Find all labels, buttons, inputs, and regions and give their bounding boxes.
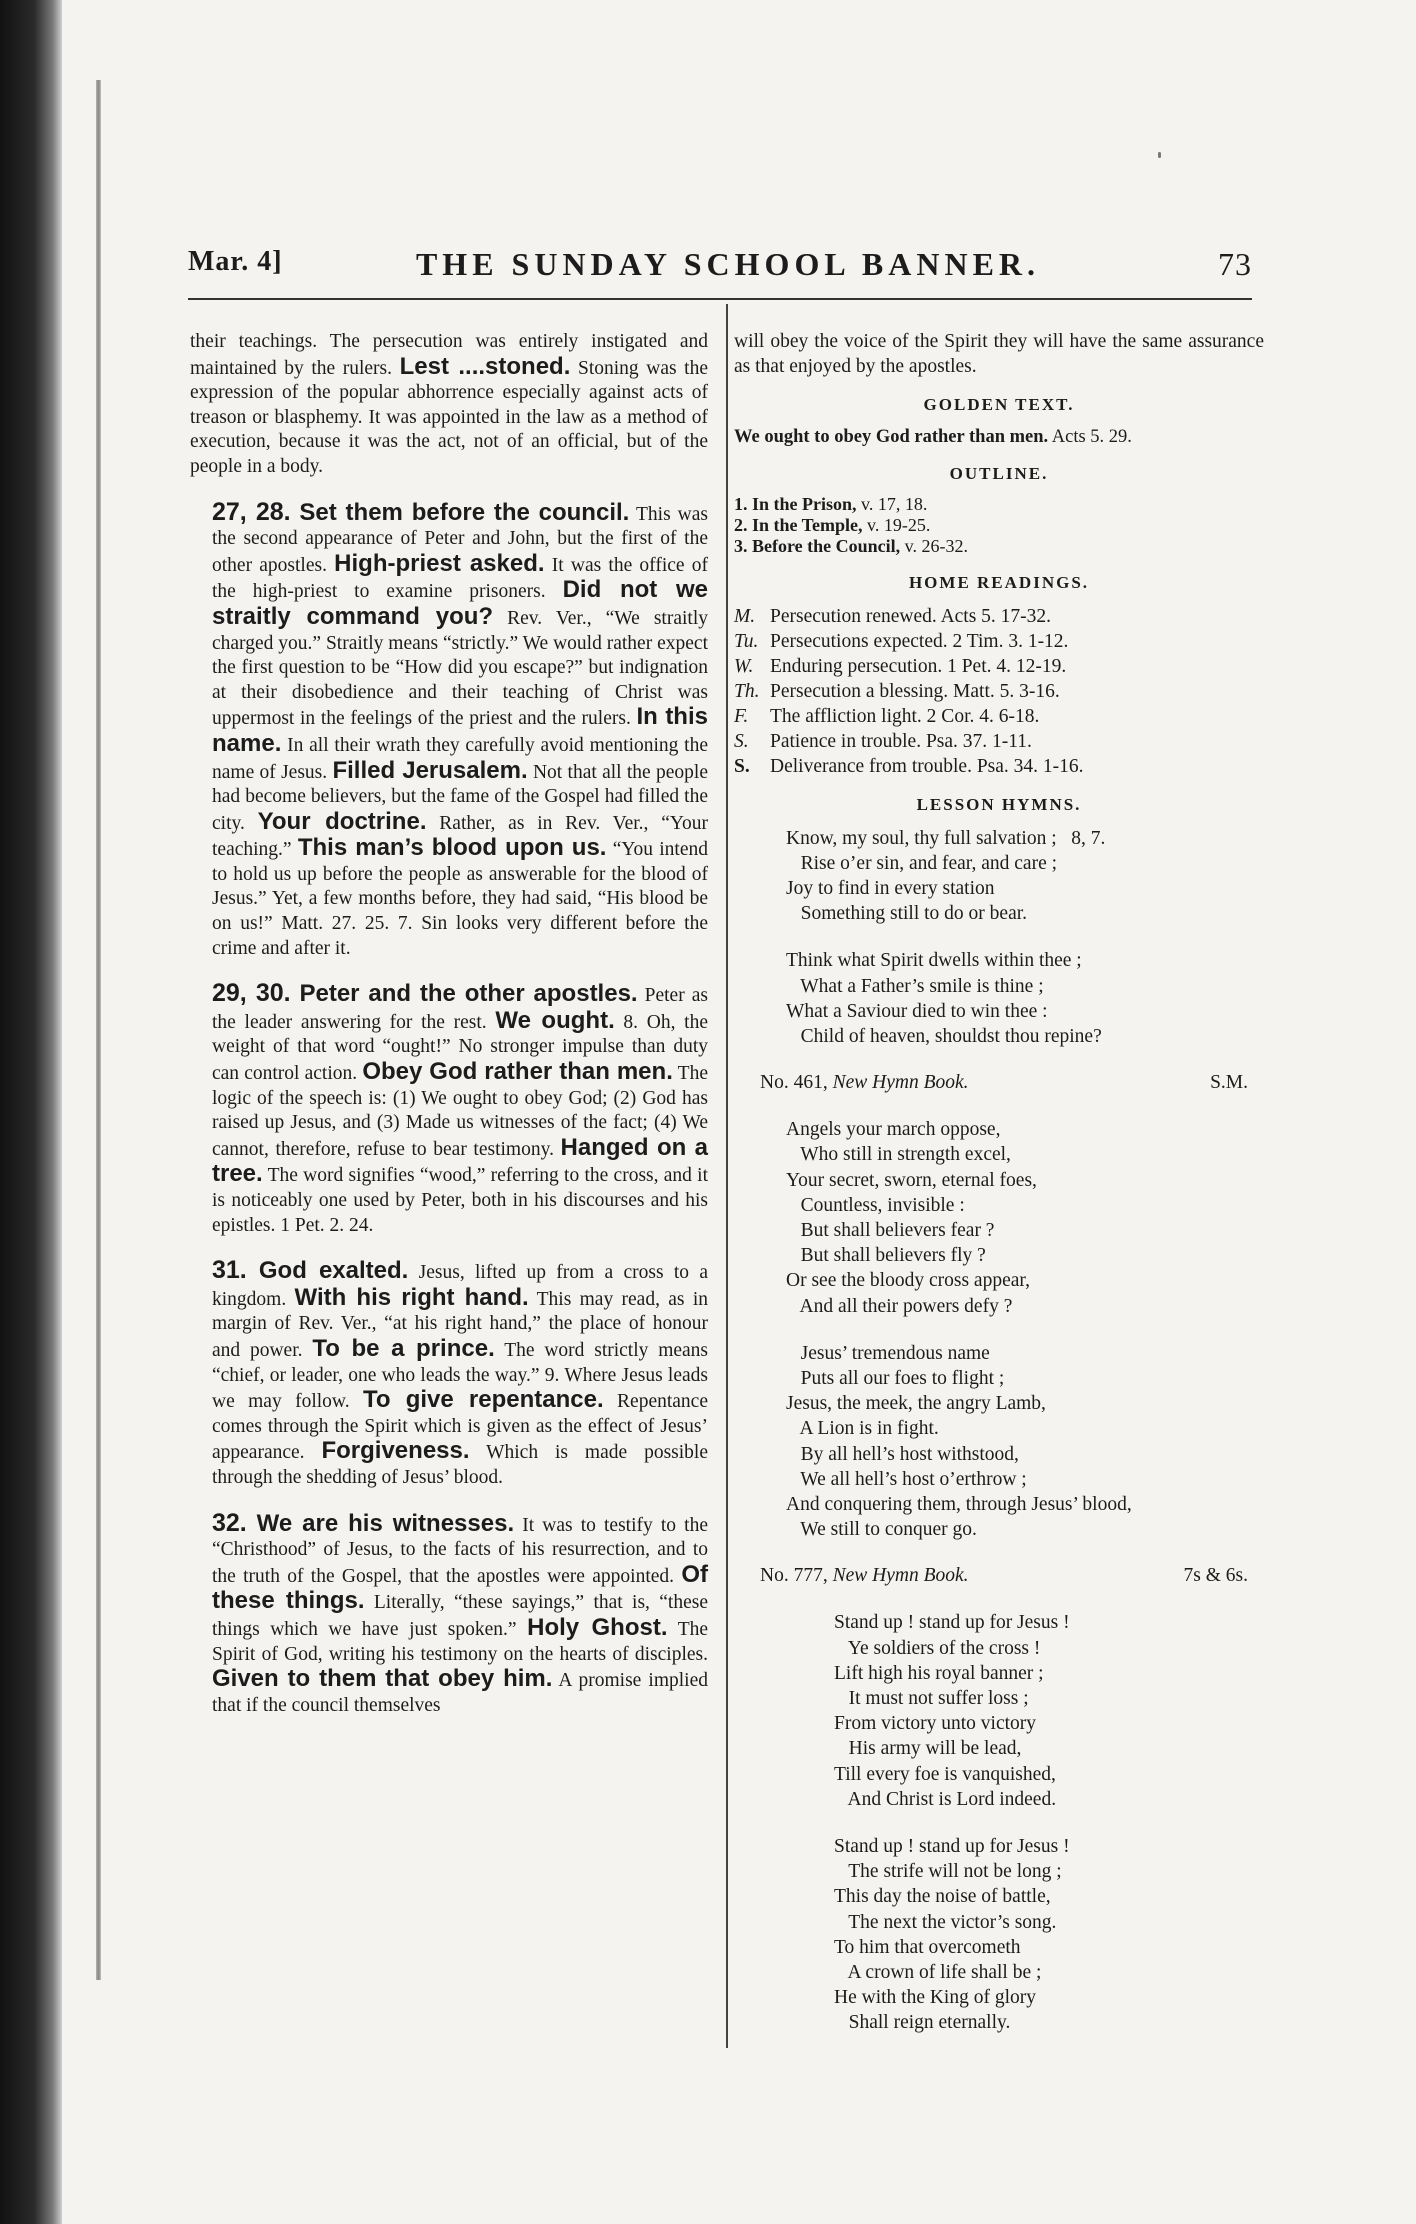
- golden-text-title: GOLDEN TEXT.: [923, 395, 1075, 415]
- commentary-heading: Hanged on a tree.: [212, 1133, 708, 1188]
- verse-number: 32.: [212, 1508, 247, 1537]
- outline-title: OUTLINE.: [949, 463, 1049, 483]
- hymn-number-461: No. 461, New Hymn Book. S.M.: [760, 1071, 1264, 1097]
- left-column: [190, 330, 708, 1738]
- golden-text: [734, 426, 1264, 448]
- gutter-line: [96, 80, 101, 1980]
- hymn-block-777: [734, 1610, 1264, 2035]
- commentary-heading: Lest ....stoned.: [399, 352, 571, 380]
- header-date: Mar. 4]: [188, 246, 283, 277]
- commentary-heading: In this name.: [212, 703, 708, 757]
- reading-item: M. Persecution renewed. Acts 5. 17-32.: [734, 605, 1052, 627]
- reading-item: Th. Persecution a blessing. Matt. 5. 3-16.: [734, 680, 1060, 702]
- commentary-paragraph-2: 27, 28. Set them before the council. This was the second appearance of Peter and John, but the first of the other apostles. High-priest asked. It was the office of the high-priest to examine prisoners. Did not we straitly command you? Rev. Ver., “We straitly charged you.” Straitly means “strictly.” We would rather expect the first question to be “How did you escape?” but indignation at their disobedience and their teaching of Christ was uppermost in the feelings of the priest and the rulers. In this name. In all their wrath they carefully avoid mentioning the name of Jesus. Filled Jerusalem. Not that all the people had become believers, but the fame of the Gospel had filled the city. Your doctrine. Rather, as in Rev. Ver., “Your teaching.” This man’s blood upon us. “You intend to hold us up before the people as answerable for the blood of Jesus.” Yet, a few months before, they had said, “His blood be on us!” Matt. 27. 25. 7. Sin looks very different before the crime and after it.: [212, 497, 709, 959]
- reading-item: Tu. Persecutions expected. 2 Tim. 3. 1-12.: [734, 630, 1069, 652]
- commentary-paragraph-4: 31. God exalted. Jesus, lifted up from a cross to a kingdom. With his right hand. This may read, as in margin of Rev. Ver., “at his right hand,” the place of honour and power. To be a prince. The word strictly means “chief, or leader, one who leads the way.” 9. Where Jesus leads we may follow. To give repentance. Repentance comes through the Spirit which is given as the effect of Jesus’ appearance. Forgiveness. Which is made possible through the shedding of Jesus’ blood.: [212, 1256, 709, 1488]
- hymn-meter: 7s & 6s.: [1183, 1565, 1248, 1587]
- verse-number: 27, 28.: [212, 497, 291, 526]
- book-binding-shadow: [0, 0, 62, 2224]
- commentary-heading: Of these things.: [212, 1560, 708, 1615]
- reading-item: W. Enduring persecution. 1 Pet. 4. 12-19.: [734, 655, 1067, 677]
- commentary-heading: Set them before the council.: [290, 498, 630, 526]
- hymn-stanza: Stand up ! stand up for Jesus ! The strife will not be long ; This day the noise of battle, The next the victor’s song. To him that overcometh A crown of life shall be ; He with the King of glory Shall reign eternally.: [834, 1836, 1070, 2034]
- outline-item: 3. Before the Council, v. 26-32.: [734, 536, 968, 557]
- commentary-heading: This man’s blood upon us.: [297, 834, 607, 862]
- verse-number: 29, 30.: [212, 979, 291, 1008]
- golden-text-verse: We ought to obey God rather than men.: [734, 426, 1049, 447]
- commentary-heading: With his right hand.: [294, 1283, 529, 1311]
- home-readings-title: HOME READINGS.: [908, 573, 1090, 593]
- commentary-heading: Holy Ghost.: [527, 1613, 668, 1641]
- hymn-stanza: Jesus’ tremendous name Puts all our foes to flight ; Jesus, the meek, the angry Lamb, A Lion is in fight. By all hell’s host withstood, We all hell’s host o’erthrow ; And conquering them, through Jesus’ blood, We still to conquer go.: [786, 1342, 1132, 1541]
- reading-item: F. The affliction light. 2 Cor. 4. 6-18.: [734, 705, 1040, 727]
- column-divider: [726, 304, 728, 2048]
- hymn-number-777: No. 777, New Hymn Book. 7s & 6s.: [760, 1564, 1264, 1590]
- page-header: [188, 246, 1252, 290]
- right-column: [734, 330, 1264, 2058]
- outline-list: [734, 494, 1264, 557]
- hymn-block-461: [734, 1117, 1264, 1542]
- commentary-paragraph-1: their teachings. The persecution was entirely instigated and maintained by the rulers. Lest ....stoned. Stoning was the expression of the popular abhorrence especially against acts of treason or blasphemy. It was appointed in the law as a method of execution, because it was the act, not of an official, but of the people in a body.: [190, 331, 708, 477]
- hymn-stanza: Stand up ! stand up for Jesus ! Ye soldiers of the cross ! Lift high his royal banner ; It must not suffer loss ; From victory unto victory His army will be lead, Till every foe is vanquished, And Christ is Lord indeed.: [834, 1612, 1070, 1810]
- commentary-heading: High-priest asked.: [334, 549, 545, 577]
- page-number: 73: [1218, 246, 1252, 282]
- reading-item: S. Deliverance from trouble. Psa. 34. 1-16.: [734, 755, 1084, 777]
- outline-item: 1. In the Prison, v. 17, 18.: [734, 494, 928, 515]
- paper-speck: [1158, 152, 1161, 158]
- commentary-paragraph-3: 29, 30. Peter and the other apostles. Peter as the leader answering for the rest. We ought. 8. Oh, the weight of that word “ought!” No stronger impulse than duty can control action. Obey God rather than men. The logic of the speech is: (1) We ought to obey God; (2) God has raised up Jesus, and (3) Made us witnesses of the fact; (4) We cannot, therefore, refuse to bear testimony. Hanged on a tree. The word signifies “wood,” referring to the cross, and it is noticeably one used by Peter, both in his discourses and his epistles. 1 Pet. 2. 24.: [212, 979, 709, 1236]
- commentary-heading: God exalted.: [246, 1257, 409, 1285]
- publication-title: THE SUNDAY SCHOOL BANNER.: [415, 246, 1041, 282]
- reading-item: S. Patience in trouble. Psa. 37. 1-11.: [734, 730, 1032, 752]
- golden-text-reference: Acts 5. 29.: [1048, 426, 1132, 447]
- commentary-heading: Your doctrine.: [257, 807, 427, 835]
- commentary-heading: Did not we straitly command you?: [212, 576, 709, 630]
- continued-commentary: will obey the voice of the Spirit they will have the same assurance as that enjoyed by the apostles.: [734, 331, 1264, 377]
- commentary-heading: Peter and the other apostles.: [290, 980, 638, 1008]
- hymn-block-1: [734, 826, 1264, 1050]
- commentary-heading: We are his witnesses.: [246, 1509, 515, 1537]
- commentary-heading: To be a prince.: [312, 1334, 495, 1362]
- commentary-heading: Given to them that obey him.: [212, 1665, 553, 1693]
- commentary-heading: Obey God rather than men.: [362, 1058, 673, 1086]
- commentary-heading: Filled Jerusalem.: [332, 756, 528, 784]
- commentary-paragraph-5: 32. We are his witnesses. It was to testify to the “Christhood” of Jesus, to the facts of his resurrection, and to the truth of the Gospel, that the apostles were appointed. Of these things. Literally, “these sayings,” that is, “these things which we have just spoken.” Holy Ghost. The Spirit of God, writing his testimony on the hearts of disciples. Given to them that obey him. A promise implied that if the council themselves: [212, 1508, 709, 1716]
- verse-number: 31.: [212, 1256, 247, 1285]
- commentary-heading: We ought.: [495, 1006, 615, 1034]
- commentary-heading: To give repentance.: [363, 1386, 604, 1414]
- lesson-hymns-title: LESSON HYMNS.: [916, 794, 1082, 814]
- header-rule: [188, 298, 1252, 300]
- commentary-heading: Forgiveness.: [321, 1437, 470, 1465]
- home-readings-list: [734, 604, 1264, 779]
- outline-item: 2. In the Temple, v. 19-25.: [734, 515, 931, 536]
- hymn-stanza: Know, my soul, thy full salvation ; 8, 7. Rise o’er sin, and fear, and care ; Joy to find in every station Something still to do or bear.: [786, 827, 1106, 925]
- hymn-stanza: Angels your march oppose, Who still in strength excel, Your secret, sworn, eternal foes, Countless, invisible : But shall believers fear ? But shall believers fly ? Or see the bloody cross appear, And all their powers defy ?: [786, 1119, 1037, 1317]
- hymn-meter: S.M.: [1210, 1072, 1248, 1094]
- hymn-stanza: Think what Spirit dwells within thee ; What a Father’s smile is thine ; What a Saviour died to win thee : Child of heaven, shouldst thou repine?: [786, 950, 1102, 1047]
